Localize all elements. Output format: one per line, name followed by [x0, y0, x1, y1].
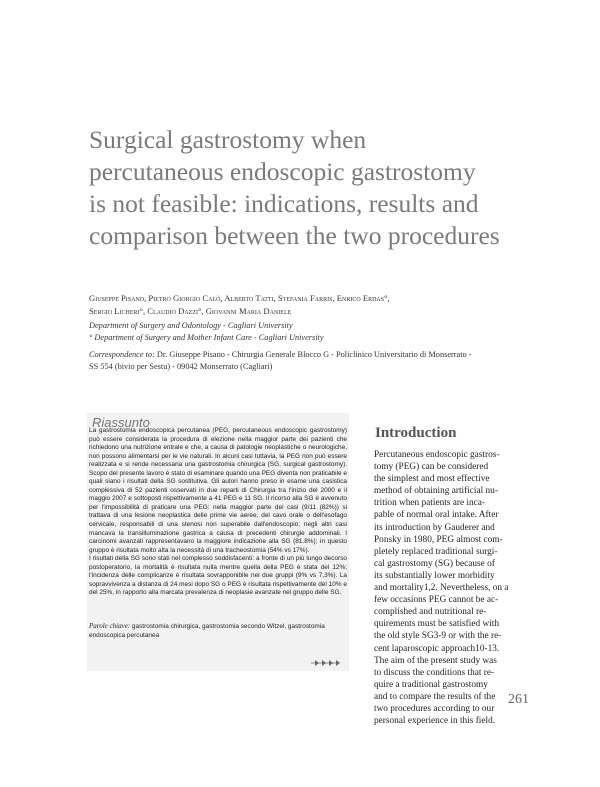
continue-arrows-icon	[311, 659, 341, 667]
intro-line: cent laparoscopic approach10-13.	[374, 643, 500, 654]
intro-line: pletely replaced traditional surgi-	[374, 546, 498, 557]
intro-line: few occasions PEG cannot be ac-	[374, 595, 499, 606]
abstract-heading: Riassunto	[92, 415, 150, 430]
affiliation-line: Department of Surgery and Odontology - Cagliari University	[89, 321, 293, 330]
intro-line: its substantially lower morbidity	[374, 570, 495, 581]
title-line: comparison between the two procedures	[89, 221, 500, 250]
intro-line: tomy (PEG) can be considered	[374, 462, 489, 473]
introduction-body	[374, 449, 536, 727]
keywords	[89, 622, 347, 640]
correspondence	[89, 349, 559, 373]
intro-line: quire a traditional gastrostomy	[374, 679, 488, 690]
title-line: percutaneous endoscopic gastrostomy	[89, 157, 476, 186]
intro-line: quirements must be satisfied with	[374, 619, 499, 630]
author-list	[89, 292, 559, 318]
title-line: is not feasible: indications, results and	[89, 189, 479, 218]
intro-line: pable of normal oral intake. After	[374, 510, 499, 521]
affiliation-line: ° Department of Surgery and Mother Infant Care - Cagliari University	[89, 333, 324, 342]
correspondence-label: Correspondence to:	[89, 350, 155, 359]
intro-line: the old style SG3-9 or with the re-	[374, 631, 502, 642]
intro-line: personal experience in this field.	[374, 716, 496, 727]
correspondence-address-line2: SS 554 (bivio per Sestu) - 09042 Monserrato (Cagliari)	[89, 362, 273, 371]
intro-line: its introduction by Gauderer and	[374, 522, 495, 533]
intro-line: method of obtaining artificial nu-	[374, 486, 498, 497]
intro-line: The aim of the present study was	[374, 655, 497, 666]
keywords-label: Parole chiave:	[89, 622, 131, 630]
article-title	[89, 124, 569, 252]
abstract-body	[89, 427, 347, 598]
section-heading-introduction: Introduction	[375, 425, 457, 441]
intro-line: Ponsky in 1980, PEG almost com-	[374, 534, 503, 545]
intro-line: and mortality1,2. Nevertheless, on a	[374, 583, 509, 594]
author-line: Giuseppe Pisano, Pietro Giorgio Calò, Alberto Tatti, Stefania Farris, Enrico Erdas°,	[89, 293, 390, 303]
intro-line: and to compare the results of the	[374, 691, 496, 702]
intro-line: cal gastrostomy (SG) because of	[374, 558, 495, 569]
keywords-text: gastrostomia chirurgica, gastrostomia secondo Witzel, gastrostomia endoscopica percutanea	[89, 623, 325, 639]
title-line: Surgical gastrostomy when	[89, 125, 367, 154]
intro-line: complished and nutritional re-	[374, 607, 487, 618]
intro-line: Percutaneous endoscopic gastros-	[374, 450, 500, 460]
intro-line: two procedures according to our	[374, 703, 495, 714]
page-number: 261	[508, 692, 529, 707]
author-line: Sergio Licheri°, Claudio Dazzi°, Giovanni Maria Daniele	[89, 306, 292, 316]
abstract-paragraph: I risultati della SG sono stati nel complesso soddisfacenti: a fronte di un più lungo decorso postoperatorio, la mortalità è risultata nulla mentre quella della PEG è stata del 12%; l'incidenza delle complicanze è risultata sovrapponibile nei due gruppi (9% vs 7,3%). La sopravvivenza a distanza di 24 mesi dopo SG o PEG è risultata rispettivamente del 10% e del 25%, in rapporto alla marcata prevalenza di neoplasie avanzate nel gruppo delle SG.	[89, 555, 347, 597]
affiliations	[89, 320, 559, 344]
correspondence-address: Dr. Giuseppe Pisano - Chirurgia Generale Blocco G - Policlinico Universitario di Monserrato -	[154, 350, 472, 359]
abstract-paragraph: La gastrostomia endoscopica percutanea (PEG, percutaneous endoscopic gastrostomy) può essere considerata la procedura di elezione nella maggior parte dei pazienti che richiedono una nutrizione entrale e che, a causa di patologie neoplastiche o neurologiche, non possono alimentarsi per le vie naturali. In alcuni casi tuttavia, la PEG non può essere realizzata e si rende necessaria una gastrostomia chirurgica (SG, surgical gastrostomy). Scopo del presente lavoro è stato di esaminare quando una PEG diventa non praticabile e quali siano i risultati della SG sostitutiva. Gli autori hanno preso in esame una casistica complessiva di 52 pazienti osservati in due reparti di Chirurgia tra l'inizio del 2000 e il maggio 2007 e sottoposti rispettivamente a 41 PEG e 11 SG. Il ricorso alla SG è avvenuto per l'impossibilità di praticare una PEG: nella maggior parte dei casi (9/11 (82%)) si trattava di una lesione neoplastica delle prime vie aeree, del cavo orale o dell'esofago cervicale, responsabili di una stenosi non superabile dall'endoscopio; negli altri casi mancava la transilluminazione gastrica a causa di precedenti chirurgie addominali. I carcinomi avanzati rappresentavano la maggiore indicazione alla SG (81.8%); in questo gruppo è risultata molto alta la necessità di una tracheostomia (54% vs 17%).	[89, 427, 347, 554]
intro-line: to discuss the conditions that re-	[374, 667, 495, 678]
intro-line: the simplest and most effective	[374, 474, 490, 485]
intro-line: trition when patients are inca-	[374, 498, 486, 509]
